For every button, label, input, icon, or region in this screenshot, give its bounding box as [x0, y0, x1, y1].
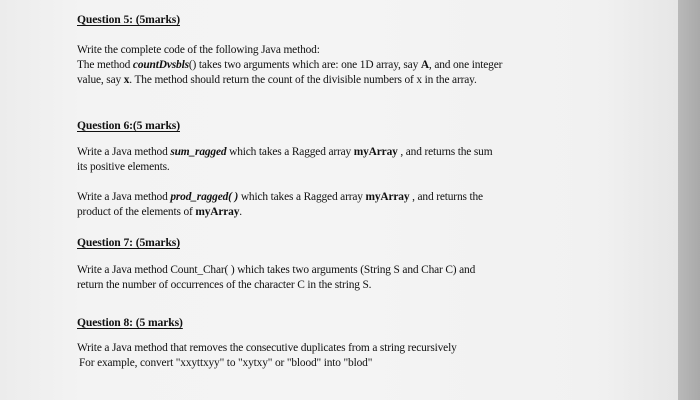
question-7-section	[77, 236, 677, 293]
question-6-section	[77, 119, 677, 220]
question-8-line-2: For example, convert "xxyttxyy" to "xytxy" or "blood" into "blod"	[79, 357, 373, 369]
method-name: sum_ragged	[170, 146, 227, 158]
question-5-line-2	[77, 58, 677, 73]
text-segment: , and returns the sum	[397, 146, 493, 158]
question-6-para-2-line-2	[77, 205, 677, 220]
text-segment: , and one integer	[428, 59, 503, 71]
page-edge-shadow	[678, 0, 700, 400]
text-segment: value, say	[77, 74, 124, 86]
text-segment: () takes two arguments which are: one 1D array, say	[188, 59, 421, 71]
array-name: A	[420, 59, 429, 71]
question-6-title: Question 6:(5 marks)	[77, 119, 180, 132]
question-8-section	[77, 316, 677, 371]
question-7-line-2: return the number of occurrences of the character C in the string S.	[77, 279, 372, 291]
question-6-para-1-line-1	[77, 145, 677, 160]
question-5-title: Question 5: (5marks)	[77, 13, 180, 26]
question-5-section	[77, 13, 677, 88]
array-name: myArray	[353, 146, 398, 158]
text-segment: Write a Java method	[77, 146, 171, 158]
text-segment: .	[239, 206, 242, 218]
question-6-para-1-line-2: its positive elements.	[77, 161, 170, 173]
text-segment: , and returns the	[409, 191, 483, 203]
method-name: countDvsbls	[132, 59, 189, 71]
question-7-line-1: Write a Java method Count_Char( ) which takes two arguments (String S and Char C) and	[77, 264, 476, 276]
text-segment: . The method should return the count of the divisible numbers of x in the array.	[129, 74, 477, 86]
text-segment: product of the elements of	[77, 206, 196, 218]
array-name: myArray	[365, 191, 410, 203]
question-5-line-3	[77, 73, 677, 88]
question-7-title: Question 7: (5marks)	[77, 236, 180, 249]
question-8-title: Question 8: (5 marks)	[77, 316, 183, 329]
array-name: myArray	[195, 206, 240, 218]
question-6-para-2-line-1	[77, 190, 677, 205]
method-name: prod_ragged( )	[170, 191, 239, 203]
text-segment: which takes a Ragged array	[238, 191, 366, 203]
question-8-line-1: Write a Java method that removes the consecutive duplicates from a string recursively	[77, 342, 457, 354]
question-5-line-1: Write the complete code of the following Java method:	[77, 44, 320, 56]
text-segment: The method	[77, 59, 133, 71]
text-segment: which takes a Ragged array	[226, 146, 354, 158]
variable-name: x	[123, 74, 130, 86]
text-segment: Write a Java method	[77, 191, 171, 203]
